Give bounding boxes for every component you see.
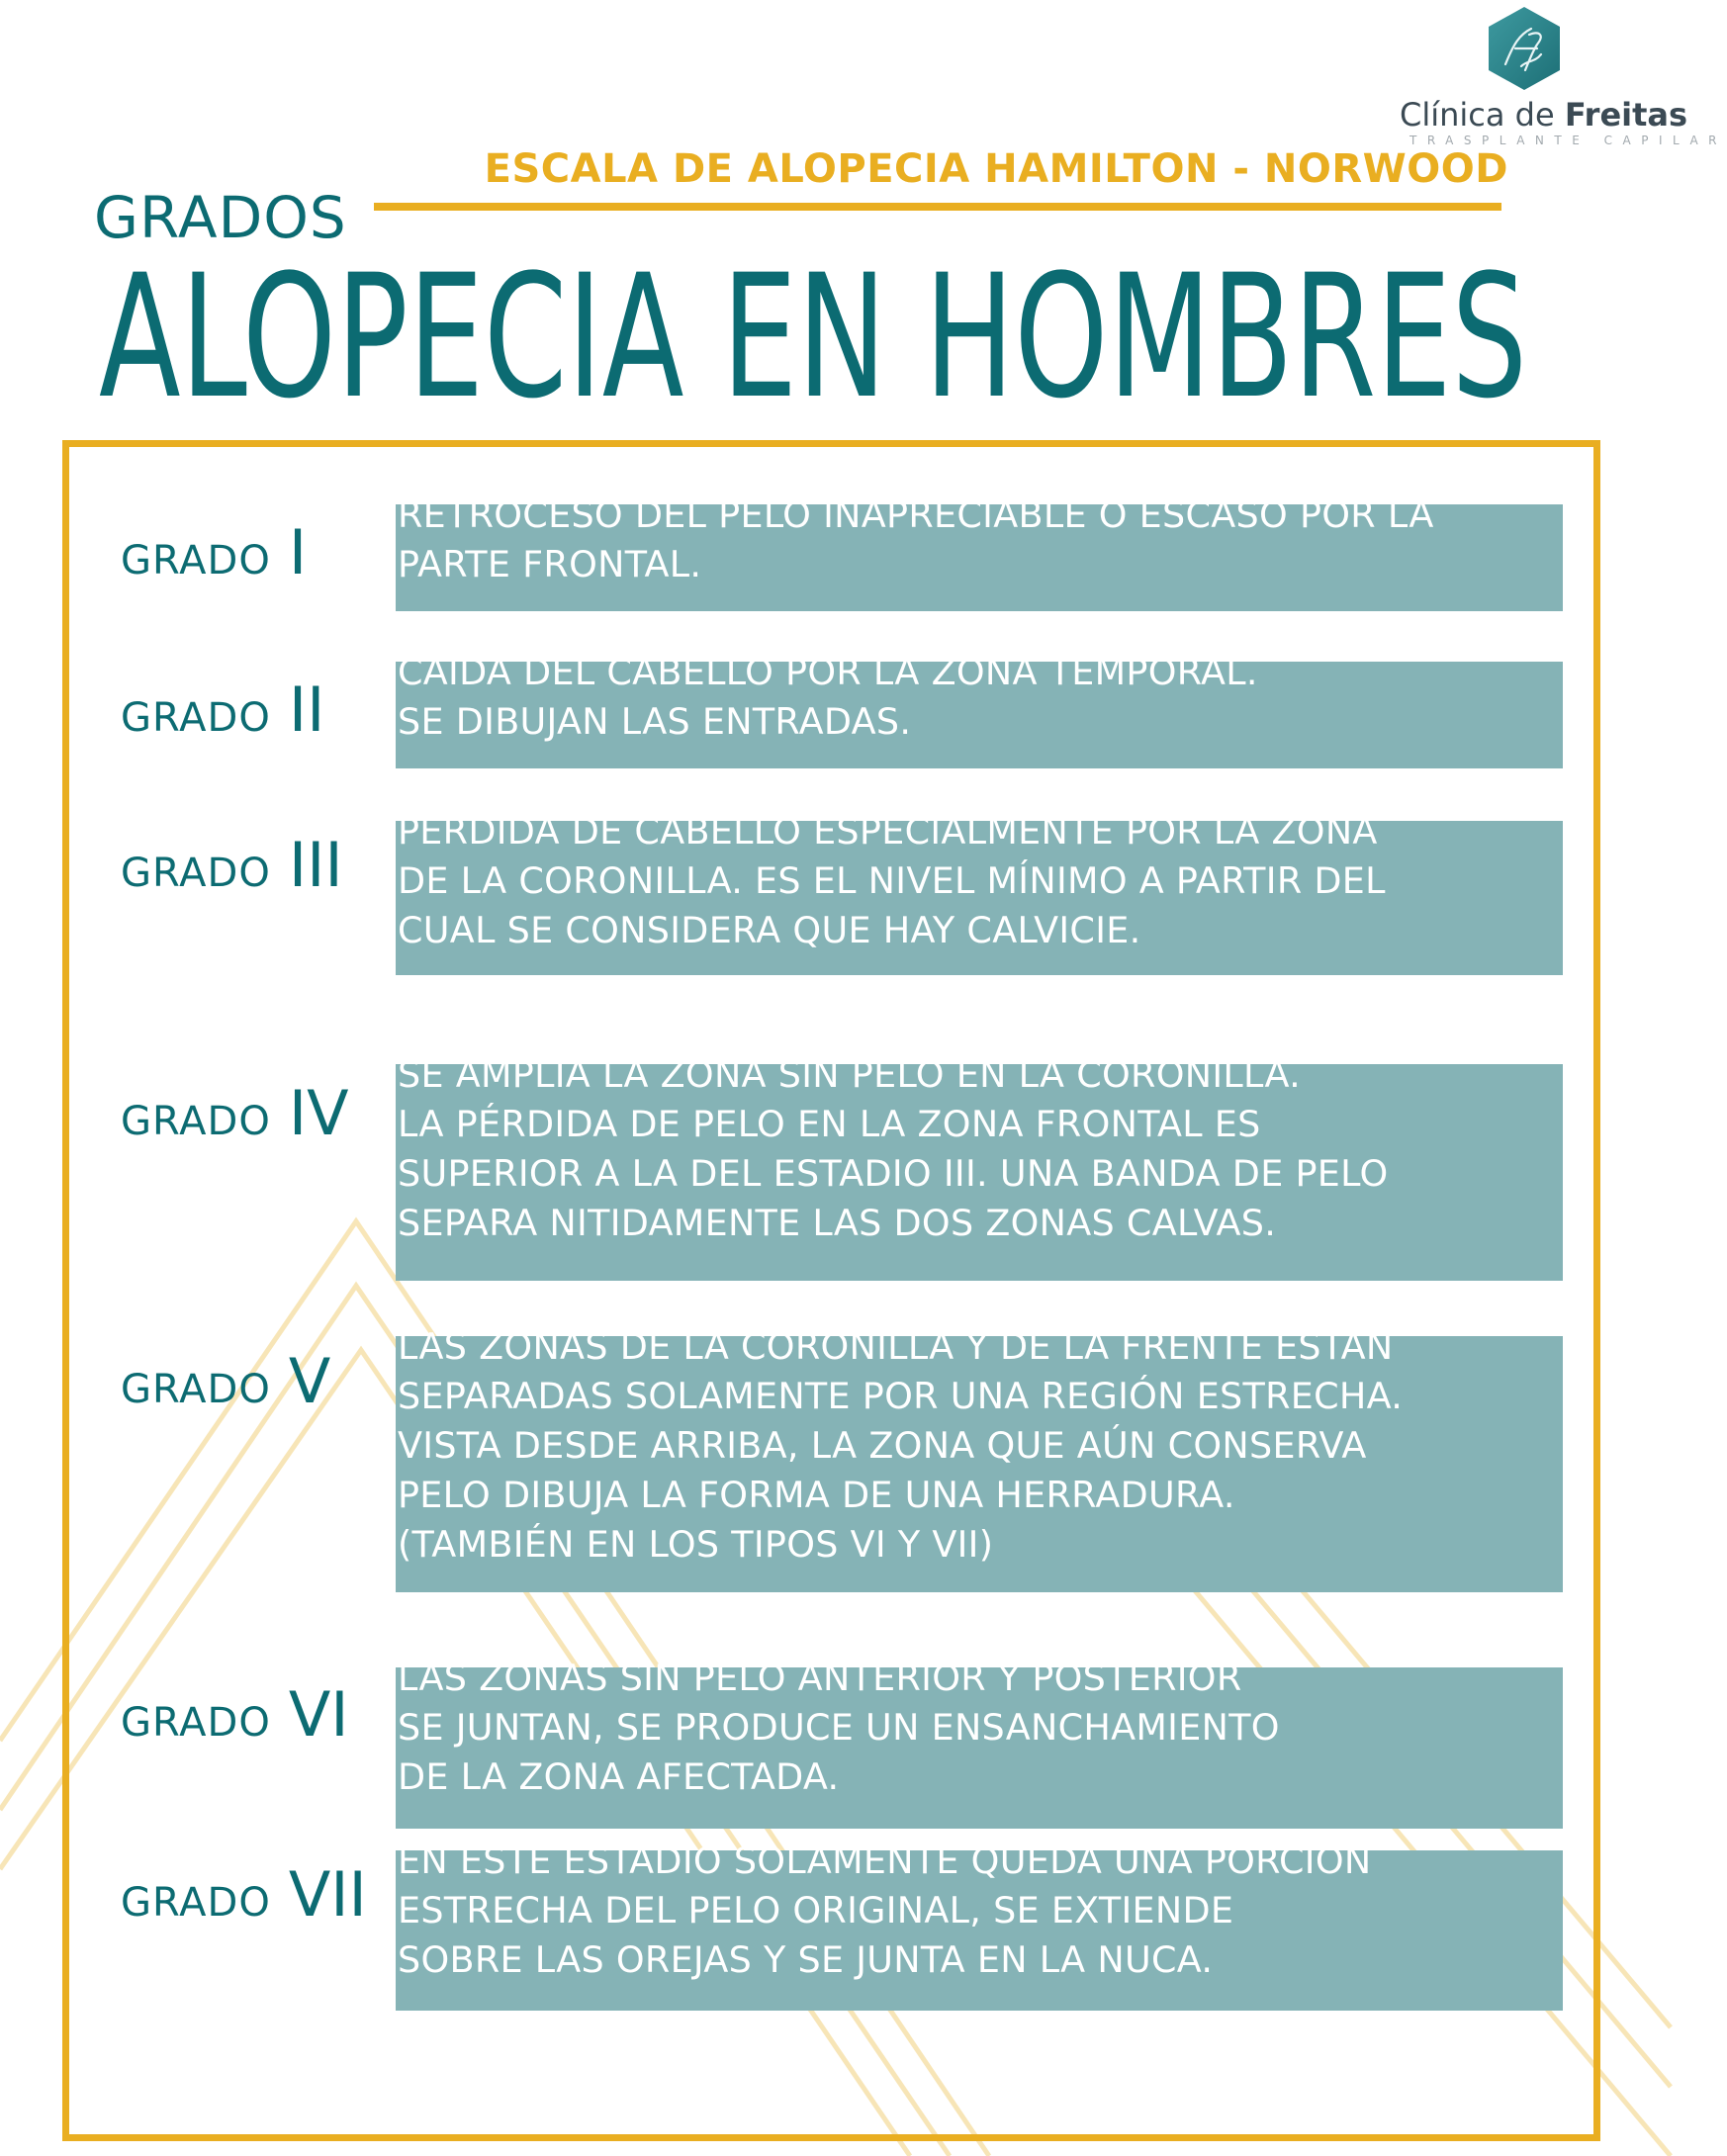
hexagon-monogram-icon: [1486, 5, 1563, 92]
grade-description-5: LAS ZONAS DE LA CORONILLA Y DE LA FRENTE ESTÁN SEPARADAS SOLAMENTE POR UNA REGIÓN ESTRECHA. VISTA DESDE ARRIBA, LA ZONA QUE AÚN CONSERVA PELO DIBUJA LA FORMA DE UNA HERRADURA. (TAMBIÉN EN LOS TIPOS VI Y VII): [396, 1336, 1563, 1592]
clinic-logo: [1380, 5, 1727, 153]
grade-description-2: CAÍDA DEL CABELLO POR LA ZONA TEMPORAL. SE DIBUJAN LAS ENTRADAS.: [396, 662, 1563, 768]
page-title: ALOPECIA EN HOMBRES: [99, 237, 1528, 436]
grade-description-6: LAS ZONAS SIN PELO ANTERIOR Y POSTERIOR SE JUNTAN, SE PRODUCE UN ENSANCHAMIENTO DE LA ZONA AFECTADA.: [396, 1667, 1563, 1829]
grade-label-6: GRADO VI: [121, 1678, 349, 1751]
grade-description-7: EN ESTE ESTADIO SOLAMENTE QUEDA UNA PORCIÓN ESTRECHA DEL PELO ORIGINAL, SE EXTIENDE SOBRE LAS OREJAS Y SE JUNTA EN LA NUCA.: [396, 1850, 1563, 2011]
grade-label-5: GRADO V: [121, 1345, 331, 1417]
grade-description-4: SE AMPLÍA LA ZONA SIN PELO EN LA CORONILLA. LA PÉRDIDA DE PELO EN LA ZONA FRONTAL ES SUPERIOR A LA DEL ESTADIO III. UNA BANDA DE PELO SEPARA NITIDAMENTE LAS DOS ZONAS CALVAS.: [396, 1064, 1563, 1281]
grade-label-4: GRADO IV: [121, 1077, 349, 1149]
grade-description-1: RETROCESO DEL PELO INAPRECIABLE O ESCASO POR LA PARTE FRONTAL.: [396, 504, 1563, 611]
grade-label-3: GRADO III: [121, 829, 343, 901]
grade-label-1: GRADO I: [121, 516, 308, 588]
grade-label-2: GRADO II: [121, 674, 325, 746]
grade-label-7: GRADO VII: [121, 1858, 367, 1931]
clinic-name: Clínica de Freitas: [1400, 96, 1688, 134]
grade-description-3: PÉRDIDA DE CABELLO ESPECIALMENTE POR LA ZONA DE LA CORONILLA. ES EL NIVEL MÍNIMO A PARTIR DEL CUAL SE CONSIDERA QUE HAY CALVICIE.: [396, 821, 1563, 975]
subtitle-underline: [374, 203, 1501, 211]
clinic-tagline: TRASPLANTE CAPILAR: [1409, 134, 1727, 147]
scale-subtitle: ESCALA DE ALOPECIA HAMILTON - NORWOOD: [484, 146, 1508, 192]
grados-kicker: GRADOS: [94, 184, 347, 251]
